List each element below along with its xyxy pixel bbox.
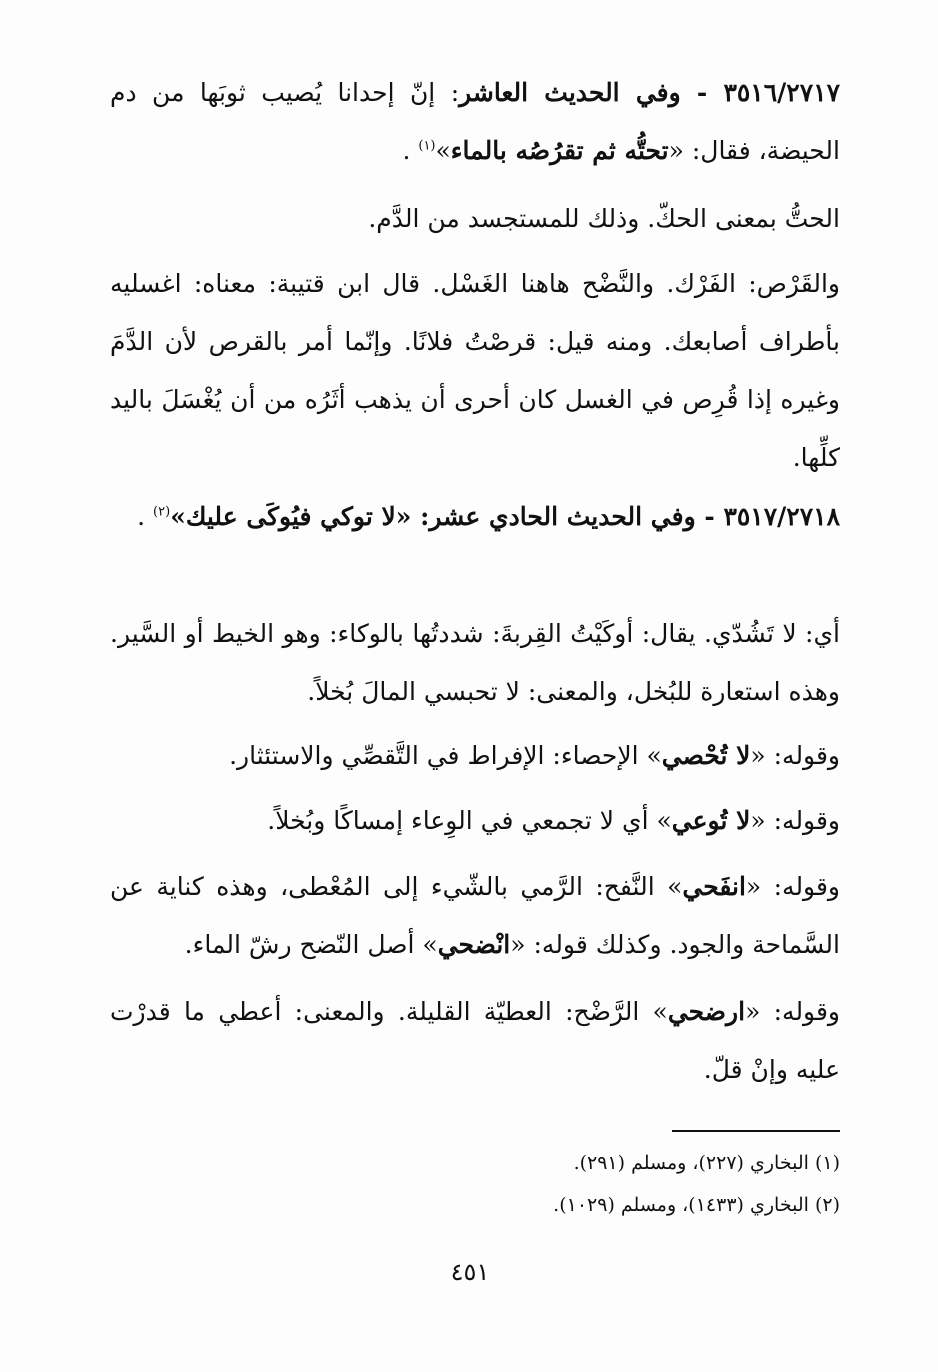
irdahi-keyword: ارضحي — [667, 997, 746, 1026]
footnote-2: (٢) البخاري (١٤٣٣)، ومسلم (١٠٢٩). — [553, 1194, 840, 1216]
tui-prefix: وقوله: « — [750, 806, 840, 835]
tuhsi-paragraph — [110, 727, 840, 785]
hatt-paragraph — [110, 190, 840, 248]
infahi-middle: » النَّفح: الرَّمي بالشّيء إلى المُعْطى، وهذه كناية عن السَّماحة والجود. وكذلك قوله: « — [110, 872, 840, 959]
tui-paragraph — [110, 792, 840, 850]
quote-close: » — [435, 136, 451, 165]
tashuddi-text: أي: لا تَشُدّي. يقال: أوكَيْتُ القِربةَ: شددتُها بالوكاء: وهو الخيط أو السَّير. وهذه استعارة للبُخل، والمعنى: لا تحبسي المالَ بُخلاً. — [110, 619, 840, 706]
footnote-marker-1: (١) — [418, 138, 436, 154]
qars-text: والقَرْص: الفَرْك. والنَّضْح هاهنا الغَسْل. قال ابن قتيبة: معناه: اغسليه بأطراف أصابعك. ومنه قيل: قرصْتُ فلانًا. وإنّما أمر بالقرص لأن الدَّمَ وغيره إذا قُرِص في الغسل كان أحرى أن يذهب أثَرُه من أن يُغْسَلَ باليد كلِّها. — [110, 269, 840, 472]
hadith-3517-paragraph — [110, 488, 840, 546]
hadith-text: : إنّ إحدانا يُصيب ثوبَها من دم الحيضة، فقال: « — [110, 78, 840, 165]
tui-suffix: » أي لا تجمعي في الوِعاء إمساكًا وبُخلاً. — [267, 806, 672, 835]
footnote-1: (١) البخاري (٢٢٧)، ومسلم (٢٩١). — [573, 1152, 840, 1174]
tui-keyword: لا تُوعي — [671, 806, 751, 835]
hadith-text: : «لا توكي فيُوكَى عليك» — [170, 502, 430, 531]
tuhsi-keyword: لا تُحْصي — [661, 741, 751, 770]
hadith-number: ٣٥١٧/٢٧١٨ — [723, 502, 840, 531]
irdahi-paragraph — [110, 983, 840, 1099]
infahi-paragraph — [110, 858, 840, 974]
tuhsi-prefix: وقوله: « — [750, 741, 840, 770]
hadith-quote: تحتُّه ثم تقرُصُه بالماء — [450, 136, 669, 165]
hadith-number: ٣٥١٦/٢٧١٧ — [723, 78, 841, 107]
footnote-divider — [672, 1130, 840, 1132]
irdahi-prefix: وقوله: « — [745, 997, 840, 1026]
hatt-text: الحتُّ بمعنى الحكّ. وذلك للمستجسد من الدَّم. — [368, 204, 840, 233]
tashuddi-paragraph — [110, 605, 840, 721]
hadith-lead: - وفي الحديث العاشر — [459, 78, 724, 107]
infahi-keyword: انفَحي — [682, 872, 746, 901]
tuhsi-suffix: » الإحصاء: الإفراط في التَّقصِّي والاستئثار. — [229, 741, 662, 770]
infahi-suffix: » أصل النّضح رشّ الماء. — [184, 930, 438, 959]
irdahi-suffix: » الرَّضْح: العطيّة القليلة. والمعنى: أعطي ما قدرْت عليه وإنْ قلّ. — [110, 997, 840, 1084]
page-number: ٤٥١ — [450, 1258, 490, 1286]
hadith-end: . — [402, 136, 419, 165]
infahi-prefix: وقوله: « — [745, 872, 841, 901]
qars-paragraph — [110, 255, 840, 487]
hadith-end: . — [137, 502, 154, 531]
footnote-marker-2: (٢) — [153, 504, 171, 520]
hadith-3516-paragraph — [110, 64, 840, 180]
hadith-lead: - وفي الحديث الحادي عشر — [429, 502, 724, 531]
indahi-keyword: انْضحي — [437, 930, 511, 959]
